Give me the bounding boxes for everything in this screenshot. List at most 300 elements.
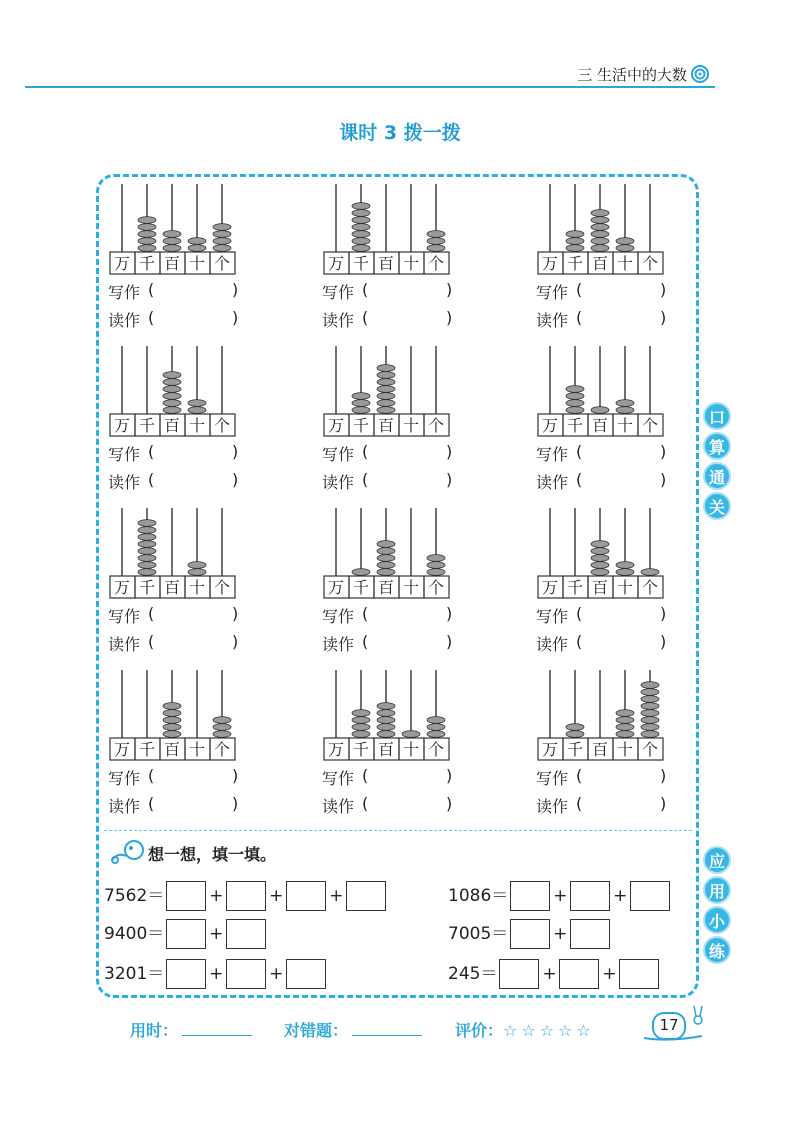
abacus: [536, 666, 668, 762]
abacus-bead: [616, 407, 634, 414]
abacus-bead: [163, 710, 181, 717]
place-label: 个: [641, 254, 659, 273]
paren-close: ): [660, 470, 667, 489]
abacus-bead: [427, 555, 445, 562]
paren-open: (: [576, 470, 583, 489]
place-label: 百: [163, 416, 181, 435]
abacus-exercise: [322, 342, 522, 502]
abacus-bead: [377, 731, 395, 738]
write-line-label: 写作: [322, 283, 355, 302]
paren-open: (: [576, 766, 583, 785]
paren-open: (: [362, 308, 369, 327]
abacus-exercise: [322, 666, 522, 826]
abacus-bead: [641, 569, 659, 576]
paren-open: (: [576, 280, 583, 299]
read-line-label: 读作: [108, 473, 141, 492]
write-line[interactable]: [536, 604, 667, 627]
abacus-bead: [352, 393, 370, 400]
errors-field: [284, 1018, 422, 1041]
paren-open: (: [362, 604, 369, 623]
abacus: [536, 504, 668, 600]
answer-box[interactable]: [166, 881, 206, 911]
abacus-bead: [566, 400, 584, 407]
place-label: 千: [566, 578, 584, 597]
abacus-bead: [352, 400, 370, 407]
write-line[interactable]: [108, 766, 239, 789]
abacus: [108, 666, 240, 762]
abacus-bead: [213, 724, 231, 731]
abacus-bead: [641, 731, 659, 738]
write-line-label: 写作: [536, 607, 569, 626]
abacus-bead: [377, 710, 395, 717]
abacus-bead: [616, 731, 634, 738]
abacus-bead: [427, 562, 445, 569]
abacus-bead: [163, 731, 181, 738]
abacus-bead: [427, 717, 445, 724]
paren-close: ): [232, 442, 239, 461]
abacus-bead: [377, 541, 395, 548]
write-line-label: 写作: [322, 607, 355, 626]
place-label: 千: [138, 578, 156, 597]
time-blank[interactable]: [182, 1021, 252, 1036]
read-line[interactable]: [108, 632, 239, 655]
abacus: [536, 180, 668, 276]
place-label: 十: [188, 740, 206, 759]
paren-open: (: [362, 794, 369, 813]
abacus-bead: [616, 717, 634, 724]
abacus-bead: [163, 393, 181, 400]
abacus-bead: [616, 562, 634, 569]
answer-box[interactable]: [286, 959, 326, 989]
abacus-bead: [641, 717, 659, 724]
read-line-label: 读作: [322, 797, 355, 816]
section-header: 三 生活中的大数: [577, 66, 687, 84]
abacus-bead: [402, 731, 420, 738]
answer-box[interactable]: [226, 959, 266, 989]
abacus-bead: [641, 696, 659, 703]
abacus-bead: [213, 731, 231, 738]
place-label: 千: [352, 254, 370, 273]
place-label: 万: [541, 740, 559, 759]
abacus-bead: [138, 527, 156, 534]
abacus-bead: [163, 231, 181, 238]
place-label: 个: [213, 254, 231, 273]
abacus-bead: [163, 400, 181, 407]
rating-field: [455, 1018, 595, 1041]
abacus-bead: [377, 717, 395, 724]
read-line-label: 读作: [536, 473, 569, 492]
place-label: 十: [616, 416, 634, 435]
paren-close: ): [446, 794, 453, 813]
abacus-bead: [138, 245, 156, 252]
side-tab: 算: [703, 432, 731, 460]
side-tab: 小: [703, 906, 731, 934]
read-line-label: 读作: [536, 797, 569, 816]
paren-close: ): [446, 280, 453, 299]
answer-box[interactable]: [570, 919, 610, 949]
abacus-bead: [377, 365, 395, 372]
equation-row: [104, 918, 268, 950]
abacus-bead: [352, 217, 370, 224]
paren-open: (: [148, 766, 155, 785]
paren-open: (: [576, 442, 583, 461]
time-field: [130, 1018, 252, 1041]
abacus-exercise: [108, 180, 308, 340]
side-tab: 通: [703, 462, 731, 490]
abacus-bead: [641, 724, 659, 731]
abacus-bead: [591, 548, 609, 555]
abacus: [322, 342, 454, 438]
errors-blank[interactable]: [352, 1021, 422, 1036]
abacus-bead: [138, 541, 156, 548]
read-line[interactable]: [536, 632, 667, 655]
abacus-bead: [566, 731, 584, 738]
plus-sign: +: [209, 964, 224, 984]
place-label: 万: [541, 254, 559, 273]
write-line-label: 写作: [322, 769, 355, 788]
abacus-bead: [591, 238, 609, 245]
paren-close: ): [232, 766, 239, 785]
equation-label: 3201＝: [104, 964, 165, 984]
write-line[interactable]: [322, 766, 453, 789]
abacus-bead: [566, 231, 584, 238]
abacus-bead: [163, 724, 181, 731]
abacus-bead: [427, 245, 445, 252]
plus-sign: +: [602, 964, 617, 984]
abacus: [322, 504, 454, 600]
abacus-exercise: [108, 666, 308, 826]
write-line[interactable]: [322, 442, 453, 465]
place-label: 千: [352, 740, 370, 759]
abacus: [536, 342, 668, 438]
abacus-bead: [377, 386, 395, 393]
paren-close: ): [660, 442, 667, 461]
abacus-bead: [591, 562, 609, 569]
page-number: 17: [652, 1012, 686, 1040]
place-label: 万: [113, 578, 131, 597]
abacus-bead: [213, 717, 231, 724]
read-line-label: 读作: [108, 635, 141, 654]
abacus-bead: [591, 407, 609, 414]
read-line[interactable]: [108, 794, 239, 817]
paren-close: ): [446, 604, 453, 623]
answer-box[interactable]: [166, 959, 206, 989]
equation-row: [448, 880, 672, 912]
place-label: 十: [188, 416, 206, 435]
answer-box[interactable]: [166, 919, 206, 949]
abacus-bead: [188, 562, 206, 569]
errors-label: 对错题：: [284, 1021, 349, 1040]
abacus-bead: [352, 231, 370, 238]
abacus-bead: [138, 562, 156, 569]
read-line[interactable]: [536, 308, 667, 331]
spiral-icon: [690, 64, 710, 84]
abacus-bead: [427, 569, 445, 576]
abacus-bead: [591, 541, 609, 548]
answer-box[interactable]: [570, 881, 610, 911]
abacus-bead: [641, 682, 659, 689]
paren-close: ): [660, 632, 667, 651]
rating-stars[interactable]: ☆☆☆☆☆: [503, 1021, 595, 1040]
answer-box[interactable]: [619, 959, 659, 989]
abacus-bead: [138, 217, 156, 224]
abacus-bead: [377, 548, 395, 555]
write-line[interactable]: [536, 766, 667, 789]
place-label: 千: [138, 740, 156, 759]
abacus-bead: [138, 555, 156, 562]
place-label: 百: [591, 578, 609, 597]
answer-box[interactable]: [630, 881, 670, 911]
place-label: 十: [188, 578, 206, 597]
place-label: 个: [427, 416, 445, 435]
place-label: 个: [427, 578, 445, 597]
place-label: 百: [163, 254, 181, 273]
plus-sign: +: [269, 886, 284, 906]
abacus-bead: [377, 724, 395, 731]
equation-row: [104, 880, 388, 912]
abacus-bead: [591, 555, 609, 562]
place-label: 个: [213, 416, 231, 435]
place-label: 个: [641, 416, 659, 435]
section-divider: [104, 830, 692, 831]
plus-sign: +: [553, 924, 568, 944]
abacus-bead: [163, 717, 181, 724]
abacus-bead: [188, 238, 206, 245]
abacus-exercise: [108, 504, 308, 664]
paren-close: ): [660, 280, 667, 299]
write-line[interactable]: [322, 604, 453, 627]
paren-close: ): [232, 604, 239, 623]
paren-close: ): [660, 794, 667, 813]
abacus-bead: [188, 245, 206, 252]
paren-close: ): [232, 280, 239, 299]
abacus-bead: [427, 231, 445, 238]
place-label: 百: [591, 740, 609, 759]
section2-title: 想一想，填一填。: [148, 845, 277, 864]
place-label: 十: [402, 740, 420, 759]
answer-box[interactable]: [559, 959, 599, 989]
paren-close: ): [660, 766, 667, 785]
place-label: 个: [641, 740, 659, 759]
abacus-bead: [641, 710, 659, 717]
lesson-title: 课时 3 拨一拨: [339, 122, 461, 144]
place-label: 百: [377, 416, 395, 435]
abacus-bead: [427, 724, 445, 731]
place-label: 十: [616, 254, 634, 273]
answer-box[interactable]: [499, 959, 539, 989]
abacus-bead: [352, 238, 370, 245]
place-label: 千: [566, 740, 584, 759]
abacus-bead: [213, 231, 231, 238]
write-line-label: 写作: [536, 283, 569, 302]
abacus-bead: [566, 724, 584, 731]
write-line[interactable]: [536, 280, 667, 303]
paren-open: (: [576, 632, 583, 651]
paren-open: (: [148, 280, 155, 299]
read-line-label: 读作: [108, 311, 141, 330]
place-label: 万: [541, 578, 559, 597]
abacus-bead: [616, 710, 634, 717]
paren-open: (: [362, 442, 369, 461]
time-label: 用时：: [130, 1021, 179, 1040]
abacus-bead: [138, 548, 156, 555]
abacus-bead: [377, 569, 395, 576]
equation-row: [448, 958, 661, 990]
side-tab: 关: [703, 492, 731, 520]
read-line[interactable]: [322, 308, 453, 331]
place-label: 个: [213, 740, 231, 759]
paren-open: (: [362, 766, 369, 785]
write-line[interactable]: [108, 604, 239, 627]
answer-box[interactable]: [346, 881, 386, 911]
paren-close: ): [446, 308, 453, 327]
paren-close: ): [660, 308, 667, 327]
abacus: [108, 504, 240, 600]
place-label: 万: [327, 578, 345, 597]
abacus-bead: [377, 407, 395, 414]
write-line[interactable]: [536, 442, 667, 465]
read-line[interactable]: [322, 632, 453, 655]
rating-label: 评价：: [455, 1021, 504, 1040]
answer-box[interactable]: [510, 919, 550, 949]
abacus-bead: [377, 379, 395, 386]
place-label: 千: [566, 416, 584, 435]
place-label: 百: [591, 254, 609, 273]
abacus-bead: [138, 520, 156, 527]
place-label: 千: [566, 254, 584, 273]
side-tab: 口: [703, 402, 731, 430]
abacus-bead: [352, 717, 370, 724]
abacus-bead: [591, 245, 609, 252]
paren-open: (: [362, 470, 369, 489]
paren-open: (: [148, 470, 155, 489]
equation-row: [104, 958, 328, 990]
write-line-label: 写作: [108, 607, 141, 626]
write-line-label: 写作: [536, 769, 569, 788]
abacus-exercise: [322, 504, 522, 664]
read-line[interactable]: [108, 308, 239, 331]
abacus-exercise: [108, 342, 308, 502]
abacus-bead: [138, 231, 156, 238]
abacus-bead: [616, 238, 634, 245]
read-line-label: 读作: [536, 635, 569, 654]
write-line[interactable]: [108, 442, 239, 465]
abacus-bead: [163, 245, 181, 252]
place-label: 十: [188, 254, 206, 273]
abacus-bead: [352, 210, 370, 217]
abacus: [108, 342, 240, 438]
answer-box[interactable]: [510, 881, 550, 911]
abacus-exercise: [536, 666, 736, 826]
read-line-label: 读作: [322, 635, 355, 654]
abacus-bead: [352, 407, 370, 414]
write-line[interactable]: [322, 280, 453, 303]
read-line-label: 读作: [322, 473, 355, 492]
paren-close: ): [446, 442, 453, 461]
place-label: 万: [113, 740, 131, 759]
abacus-bead: [188, 400, 206, 407]
abacus: [108, 180, 240, 276]
place-label: 万: [541, 416, 559, 435]
place-label: 十: [402, 254, 420, 273]
plus-sign: +: [209, 886, 224, 906]
place-label: 万: [327, 740, 345, 759]
paren-open: (: [148, 604, 155, 623]
place-label: 百: [591, 416, 609, 435]
plus-sign: +: [269, 964, 284, 984]
place-label: 十: [616, 578, 634, 597]
write-line-label: 写作: [108, 445, 141, 464]
read-line[interactable]: [536, 794, 667, 817]
abacus-exercise: [536, 180, 736, 340]
read-line[interactable]: [322, 794, 453, 817]
abacus-bead: [591, 569, 609, 576]
abacus-bead: [138, 534, 156, 541]
abacus-bead: [377, 400, 395, 407]
abacus-bead: [377, 393, 395, 400]
answer-box[interactable]: [226, 919, 266, 949]
place-label: 千: [138, 416, 156, 435]
equation-label: 245＝: [448, 964, 498, 984]
place-label: 万: [113, 416, 131, 435]
abacus-bead: [352, 245, 370, 252]
place-label: 万: [327, 416, 345, 435]
abacus-bead: [163, 386, 181, 393]
abacus-bead: [641, 689, 659, 696]
paren-open: (: [362, 632, 369, 651]
abacus-bead: [616, 724, 634, 731]
answer-box[interactable]: [286, 881, 326, 911]
read-line-label: 读作: [322, 311, 355, 330]
abacus-bead: [163, 372, 181, 379]
read-line[interactable]: [536, 470, 667, 493]
paren-close: ): [232, 632, 239, 651]
place-label: 十: [402, 416, 420, 435]
place-label: 个: [641, 578, 659, 597]
place-label: 十: [616, 740, 634, 759]
header-rule: [25, 86, 715, 88]
place-label: 百: [377, 740, 395, 759]
paren-close: ): [446, 766, 453, 785]
write-line-label: 写作: [322, 445, 355, 464]
abacus-bead: [188, 569, 206, 576]
abacus-bead: [377, 372, 395, 379]
abacus-bead: [591, 224, 609, 231]
abacus-bead: [213, 238, 231, 245]
abacus-bead: [377, 555, 395, 562]
abacus-bead: [566, 393, 584, 400]
abacus-bead: [163, 238, 181, 245]
abacus-bead: [352, 203, 370, 210]
abacus-bead: [138, 569, 156, 576]
read-line[interactable]: [108, 470, 239, 493]
answer-box[interactable]: [226, 881, 266, 911]
equation-row: [448, 918, 612, 950]
abacus-bead: [616, 245, 634, 252]
paren-open: (: [148, 632, 155, 651]
abacus-bead: [163, 703, 181, 710]
place-label: 个: [427, 254, 445, 273]
abacus-bead: [138, 238, 156, 245]
read-line-label: 读作: [536, 311, 569, 330]
abacus: [322, 180, 454, 276]
abacus-bead: [213, 245, 231, 252]
write-line[interactable]: [108, 280, 239, 303]
place-label: 百: [377, 254, 395, 273]
place-label: 千: [352, 416, 370, 435]
read-line[interactable]: [322, 470, 453, 493]
paren-open: (: [362, 280, 369, 299]
